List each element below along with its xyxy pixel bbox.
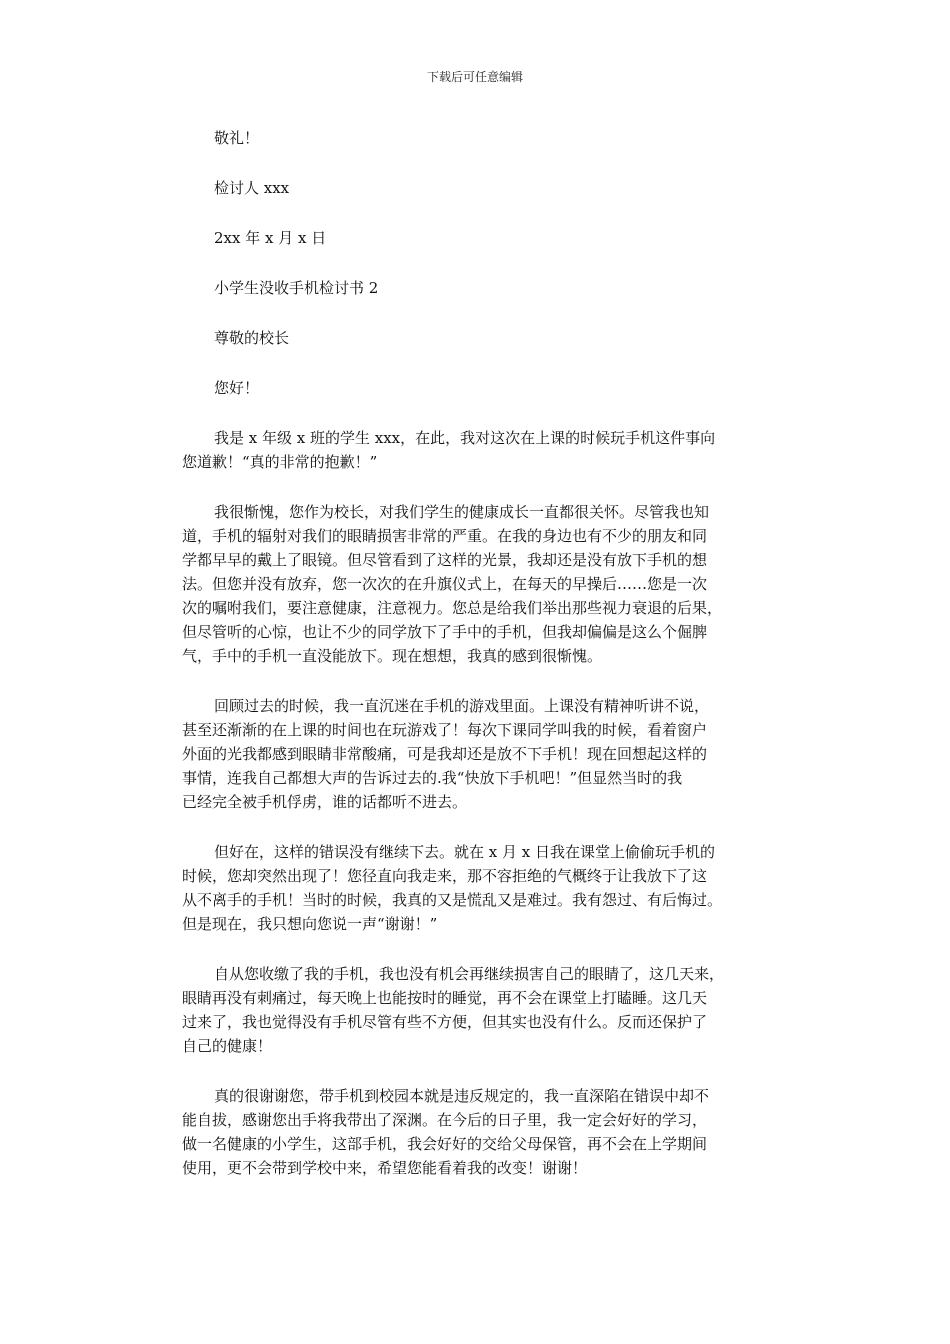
paragraph-line: 时候，您却突然出现了！您径直向我走来，那不容拒绝的气概终于让我放下了这 [182,867,708,885]
paragraph-line: 外面的光我都感到眼睛非常酸痛，可是我却还是放不下手机！现在回想起这样的 [182,745,708,763]
paragraph-line: 次的嘱咐我们，要注意健康，注意视力。您总是给我们举出那些视力衰退的后果， [182,599,723,617]
paragraph-line: 眼睛再没有刺痛过，每天晚上也能按时的睡觉，再不会在课堂上打瞌睡。这几天 [182,989,708,1007]
paragraph-line: 但是现在，我只想向您说一声“谢谢！” [182,915,438,933]
paragraph-line: 真的很谢谢您，带手机到校园本就是违反规定的，我一直深陷在错误中却不 [214,1087,710,1105]
paragraph-thanks [182,1084,782,1180]
paragraph-line: 甚至还渐渐的在上课的时间也在玩游戏了！每次下课同学叫我的时候，看着窗户 [182,721,708,739]
paragraph-shame [182,500,782,668]
date-line: 2xx 年 x 月 x 日 [214,229,327,247]
paragraph-apology [182,426,782,474]
paragraph-line: 我很惭愧，您作为校长，对我们学生的健康成长一直都很关怀。尽管我也知 [214,503,710,521]
paragraph-improvement [182,962,782,1058]
paragraph-line: 您道歉！“真的非常的抱歉！” [182,453,378,471]
paragraph-line: 法。但您并没有放弃，您一次次的在升旗仪式上，在每天的早操后……您是一次 [182,575,708,593]
paragraph-line: 已经完全被手机俘虏，谁的话都听不进去。 [182,793,468,811]
paragraph-line: 从不离手的手机！当时的时候，我真的又是慌乱又是难过。我有怨过、有后悔过。 [182,891,723,909]
paragraph-line: 使用，更不会带到学校中来，希望您能看着我的改变！谢谢！ [182,1159,588,1177]
paragraph-line: 事情，连我自己都想大声的告诉过去的.我“快放下手机吧！”但显然当时的我 [182,769,683,787]
paragraph-line: 我是 x 年级 x 班的学生 xxx，在此，我对这次在上课的时候玩手机这件事向 [214,429,716,447]
signature-line: 检讨人 xxx [214,179,290,197]
closing-salute: 敬礼！ [214,129,260,147]
salutation: 尊敬的校长 [214,329,290,347]
paragraph-turning-point [182,840,782,936]
section-title: 小学生没收手机检讨书 2 [214,279,379,297]
paragraph-line: 自从您收缴了我的手机，我也没有机会再继续损害自己的眼睛了，这几天来， [214,965,725,983]
paragraph-line: 过来了，我也觉得没有手机尽管有些不方便，但其实也没有什么。反而还保护了 [182,1013,708,1031]
paragraph-reflection [182,694,782,814]
paragraph-line: 道，手机的辐射对我们的眼睛损害非常的严重。在我的身边也有不少的朋友和同 [182,527,708,545]
header-note: 下载后可任意编辑 [426,70,523,84]
paragraph-line: 但好在，这样的错误没有继续下去。就在 x 月 x 日我在课堂上偷偷玩手机的 [214,843,715,861]
greeting: 您好！ [214,379,260,397]
paragraph-line: 能自拔，感谢您出手将我带出了深渊。在今后的日子里，我一定会好好的学习， [182,1111,708,1129]
paragraph-line: 但尽管听的心惊，也让不少的同学放下了手中的手机，但我却偏偏是这么个倔脾 [182,623,708,641]
paragraph-line: 做一名健康的小学生，这部手机，我会好好的交给父母保管，再不会在上学期间 [182,1135,708,1153]
paragraph-line: 自己的健康！ [182,1037,273,1055]
document-body [182,126,782,1206]
paragraph-line: 学都早早的戴上了眼镜。但尽管看到了这样的光景，我却还是没有放下手机的想 [182,551,708,569]
paragraph-line: 回顾过去的时候，我一直沉迷在手机的游戏里面。上课没有精神听讲不说， [214,697,710,715]
paragraph-line: 气，手中的手机一直没能放下。现在想想，我真的感到很惭愧。 [182,647,603,665]
